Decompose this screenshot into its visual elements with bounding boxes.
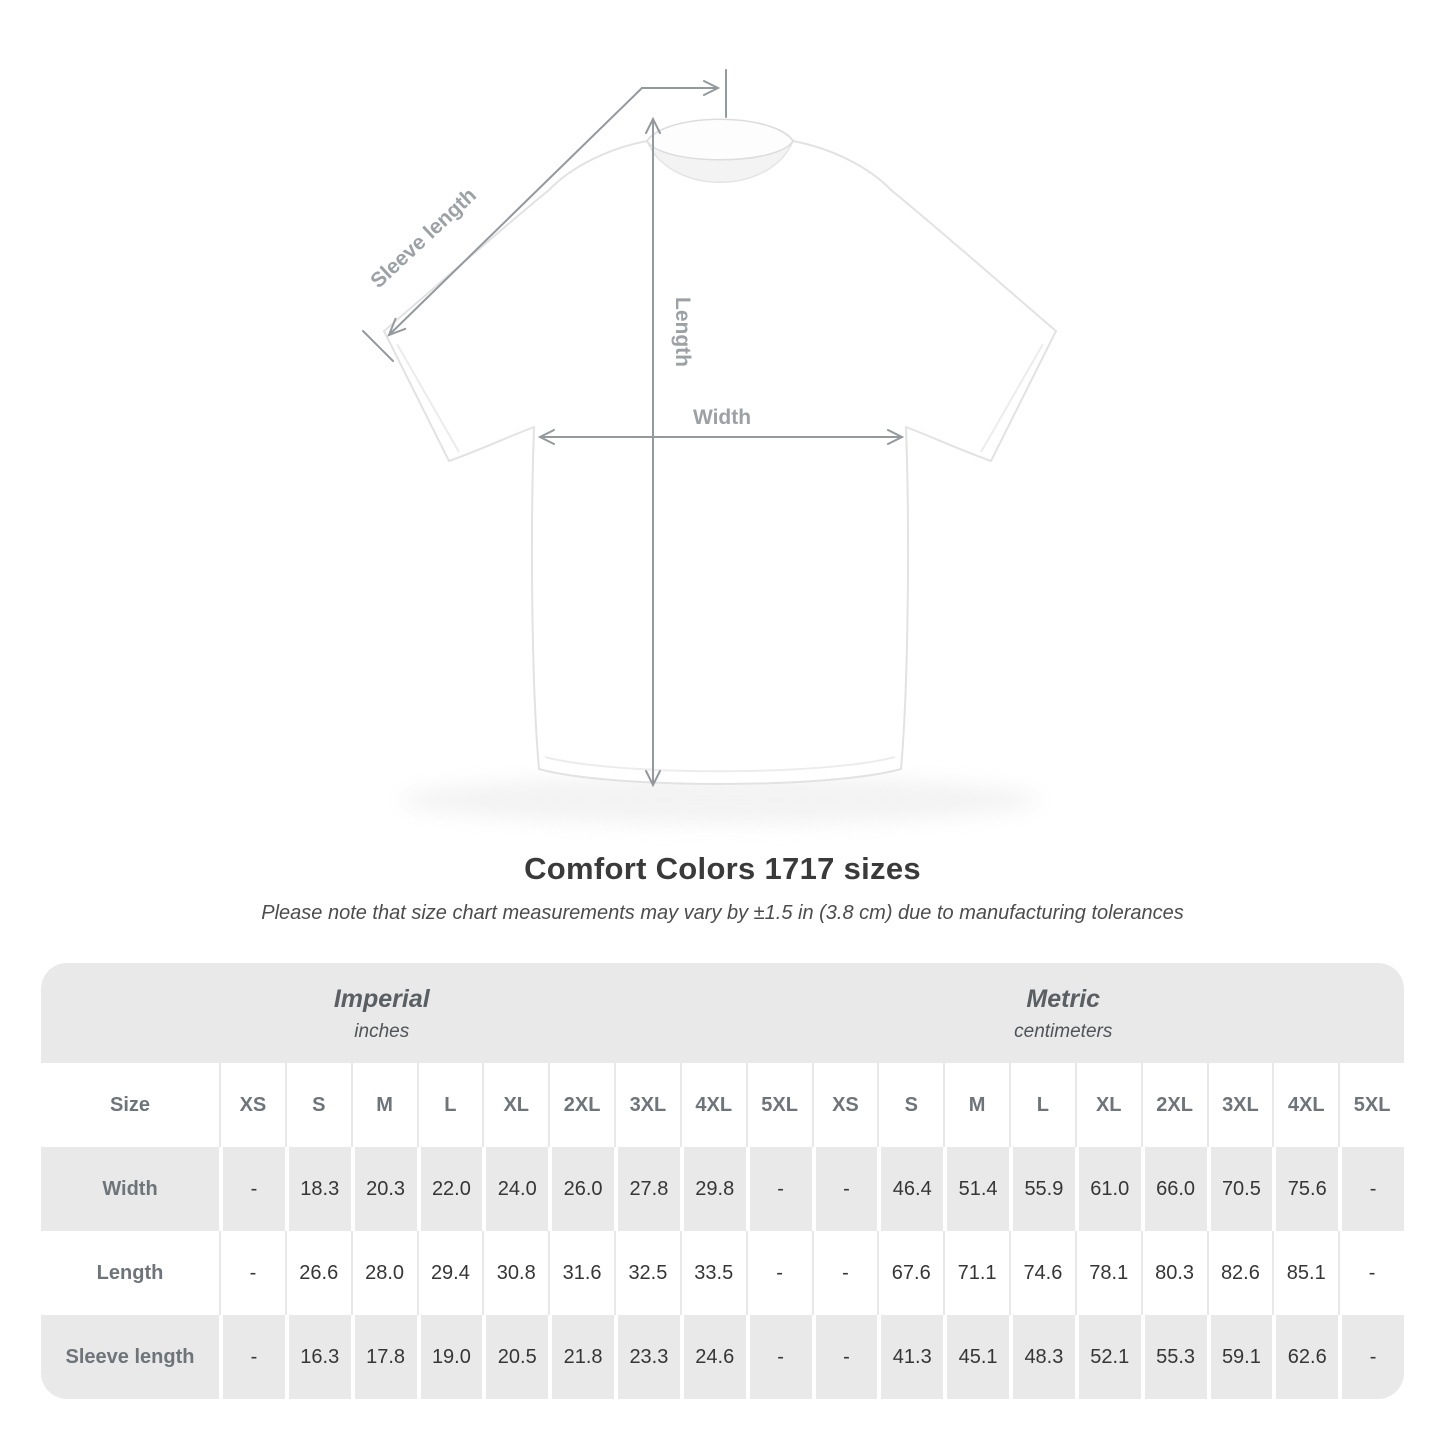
size-col-header: 2XL (548, 1063, 614, 1147)
size-value-cell: 41.3 (877, 1315, 943, 1399)
tshirt-collar (647, 119, 793, 160)
size-value-cell: 24.0 (482, 1147, 548, 1231)
size-value-cell: 66.0 (1141, 1147, 1207, 1231)
size-value-cell: 78.1 (1075, 1231, 1141, 1315)
size-col-header: S (877, 1063, 943, 1147)
size-value-cell: 59.1 (1207, 1315, 1273, 1399)
size-value-cell: 29.4 (417, 1231, 483, 1315)
size-value-cell: 45.1 (943, 1315, 1009, 1399)
size-value-cell: 32.5 (614, 1231, 680, 1315)
size-value-cell: 46.4 (877, 1147, 943, 1231)
size-value-cell: 82.6 (1207, 1231, 1273, 1315)
size-col-header: 5XL (1338, 1063, 1404, 1147)
size-value-cell: 52.1 (1075, 1315, 1141, 1399)
row-label: Width (102, 1177, 158, 1200)
table-header-row (41, 1063, 1404, 1147)
size-col-header: S (285, 1063, 351, 1147)
metric-unit-label: centimeters (1014, 1021, 1113, 1042)
size-value-cell: 20.3 (351, 1147, 417, 1231)
size-col-header: XS (219, 1063, 285, 1147)
size-value-cell: 24.6 (680, 1315, 746, 1399)
unit-group-metric (723, 963, 1405, 1063)
size-col-header: 4XL (1272, 1063, 1338, 1147)
size-value-cell: 16.3 (285, 1315, 351, 1399)
size-value-cell: 17.8 (351, 1315, 417, 1399)
size-value-cell: 18.3 (285, 1147, 351, 1231)
size-value-cell: 51.4 (943, 1147, 1009, 1231)
size-header-cell: Size (109, 1093, 151, 1116)
width-label: Width (692, 406, 752, 429)
size-value-cell: 70.5 (1207, 1147, 1273, 1231)
table-row-width (41, 1147, 1404, 1231)
size-value-cell: 30.8 (482, 1231, 548, 1315)
size-value-cell: 31.6 (548, 1231, 614, 1315)
unit-band (41, 963, 1404, 1063)
tshirt-body (384, 120, 1056, 784)
size-col-header: 3XL (1207, 1063, 1273, 1147)
size-value-cell: 19.0 (417, 1315, 483, 1399)
size-value-cell: 62.6 (1272, 1315, 1338, 1399)
size-value-cell: - (812, 1315, 878, 1399)
size-value-cell: - (1338, 1147, 1404, 1231)
size-col-header: XS (812, 1063, 878, 1147)
size-value-cell: 33.5 (680, 1231, 746, 1315)
size-value-cell: - (812, 1147, 878, 1231)
size-value-cell: - (219, 1147, 285, 1231)
row-label: Sleeve length (65, 1345, 195, 1368)
size-col-header: XL (1075, 1063, 1141, 1147)
size-table (41, 963, 1404, 1399)
tolerance-note: Please note that size chart measurements may vary by ±1.5 in (3.8 cm) due to manufacturing tolerances (261, 902, 1184, 924)
size-value-cell: - (219, 1315, 285, 1399)
size-value-cell: 85.1 (1272, 1231, 1338, 1315)
size-value-cell: 26.0 (548, 1147, 614, 1231)
size-col-header: XL (482, 1063, 548, 1147)
size-value-cell: 55.9 (1009, 1147, 1075, 1231)
size-value-cell: 75.6 (1272, 1147, 1338, 1231)
size-value-cell: - (746, 1315, 812, 1399)
size-col-header: L (1009, 1063, 1075, 1147)
size-value-cell: 28.0 (351, 1231, 417, 1315)
size-value-cell: 67.6 (877, 1231, 943, 1315)
page-title: Comfort Colors 1717 sizes (524, 851, 921, 886)
size-value-cell: 55.3 (1141, 1315, 1207, 1399)
length-label: Length (671, 297, 694, 367)
sleeve-length-label: Sleeve length (366, 183, 481, 293)
size-col-header: L (417, 1063, 483, 1147)
size-value-cell: 21.8 (548, 1315, 614, 1399)
size-value-cell: 71.1 (943, 1231, 1009, 1315)
size-col-header: M (351, 1063, 417, 1147)
unit-group-imperial (41, 963, 723, 1063)
size-col-header: 4XL (680, 1063, 746, 1147)
size-value-cell: - (746, 1147, 812, 1231)
size-col-header: 3XL (614, 1063, 680, 1147)
imperial-unit-label: inches (354, 1021, 410, 1042)
imperial-label: Imperial (333, 985, 430, 1013)
size-value-cell: 20.5 (482, 1315, 548, 1399)
size-value-cell: 22.0 (417, 1147, 483, 1231)
size-value-cell: - (1338, 1315, 1404, 1399)
size-col-header: 5XL (746, 1063, 812, 1147)
size-value-cell: 26.6 (285, 1231, 351, 1315)
size-value-cell: - (219, 1231, 285, 1315)
size-value-cell: 74.6 (1009, 1231, 1075, 1315)
size-value-cell: - (812, 1231, 878, 1315)
size-value-cell: 80.3 (1141, 1231, 1207, 1315)
table-row-length (41, 1231, 1404, 1315)
size-value-cell: - (746, 1231, 812, 1315)
size-value-cell: - (1338, 1231, 1404, 1315)
size-value-cell: 29.8 (680, 1147, 746, 1231)
size-col-header: M (943, 1063, 1009, 1147)
metric-label: Metric (1026, 985, 1101, 1013)
size-value-cell: 27.8 (614, 1147, 680, 1231)
size-value-cell: 48.3 (1009, 1315, 1075, 1399)
table-row-sleeve-length (41, 1315, 1404, 1399)
size-value-cell: 23.3 (614, 1315, 680, 1399)
size-col-header: 2XL (1141, 1063, 1207, 1147)
size-value-cell: 61.0 (1075, 1147, 1141, 1231)
row-label: Length (96, 1261, 164, 1284)
